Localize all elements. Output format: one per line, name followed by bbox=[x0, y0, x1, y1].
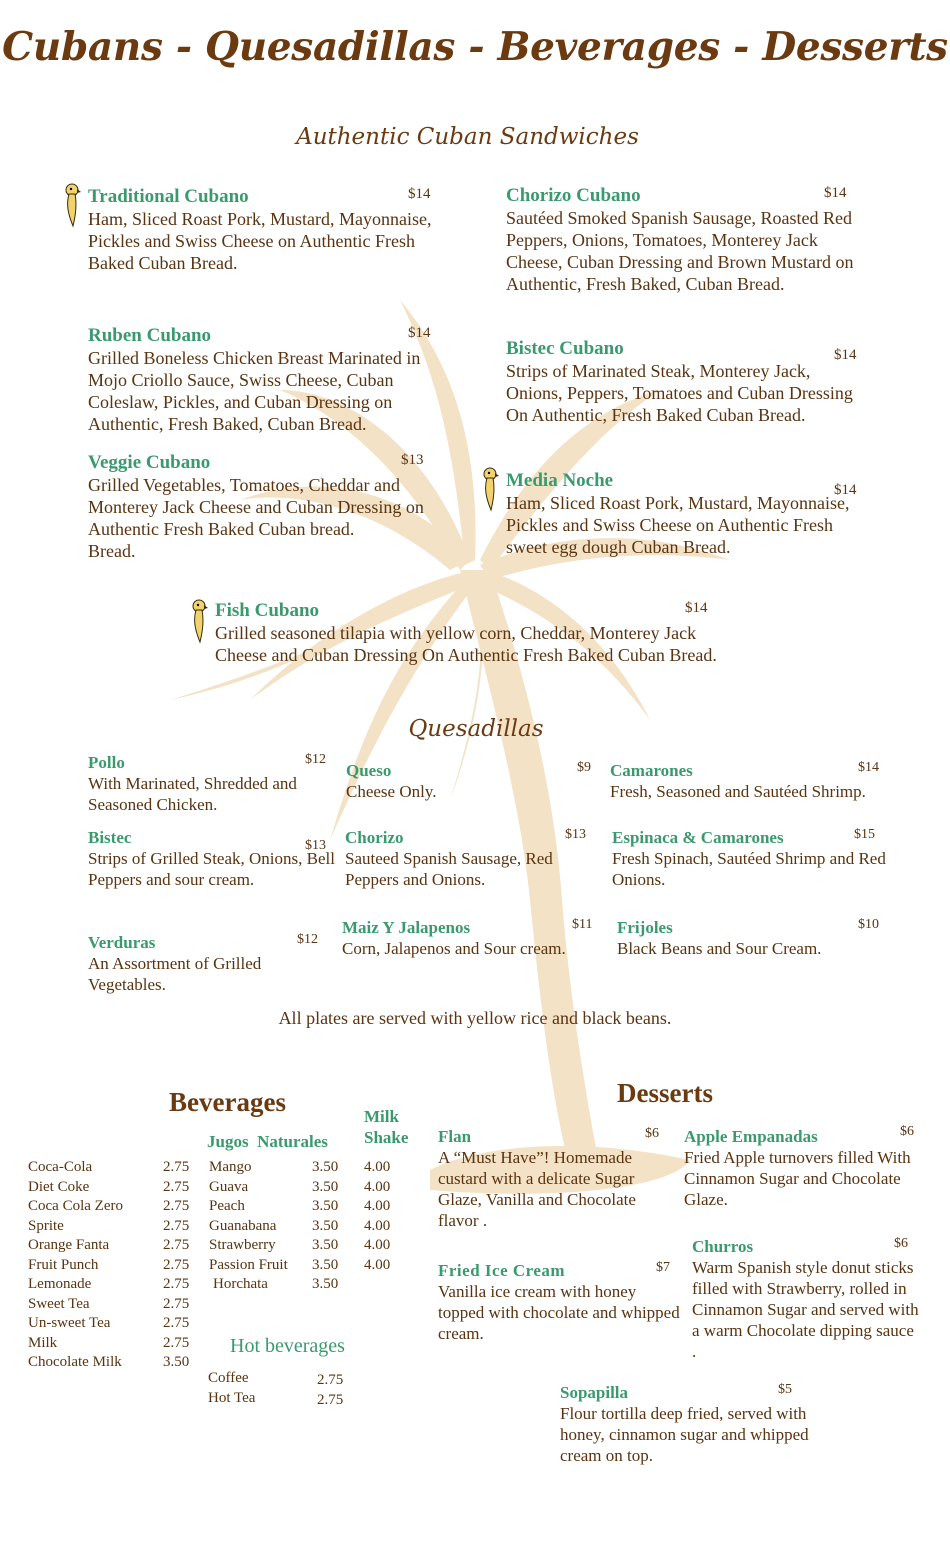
item-price: $14 bbox=[408, 325, 431, 341]
item-price: $13 bbox=[401, 452, 424, 468]
drink-name: Milk bbox=[28, 1334, 58, 1351]
parrot-icon bbox=[190, 598, 210, 644]
menu-item bbox=[506, 338, 866, 426]
item-name: Espinaca & Camarones bbox=[612, 828, 784, 847]
item-name: Veggie Cubano bbox=[88, 452, 211, 473]
list-item bbox=[208, 1389, 358, 1409]
hot-beverages-title: Hot beverages bbox=[230, 1335, 345, 1357]
list-item bbox=[28, 1256, 198, 1276]
item-description: Fresh Spinach, Sautéed Shrimp and Red Onions. bbox=[612, 849, 886, 889]
drink-name: Coca Cola Zero bbox=[28, 1198, 123, 1214]
list-item bbox=[28, 1334, 198, 1354]
quesadillas-title: Quesadillas bbox=[408, 716, 544, 742]
sandwiches-title: Authentic Cuban Sandwiches bbox=[296, 124, 639, 150]
item-description: Black Beans and Sour Cream. bbox=[617, 939, 822, 958]
shake-price: 4.00 bbox=[364, 1237, 391, 1253]
item-extra: Bread. bbox=[88, 541, 136, 561]
menu-item bbox=[88, 827, 338, 890]
drink-name: Diet Coke bbox=[28, 1178, 90, 1195]
drink-name: Hot Tea bbox=[208, 1389, 256, 1406]
menu-item bbox=[438, 1126, 678, 1231]
drink-name: Guanabana bbox=[209, 1217, 277, 1234]
item-description: Cheese Only. bbox=[346, 782, 437, 801]
menu-item bbox=[88, 752, 333, 815]
drink-price: 2.75 bbox=[163, 1315, 190, 1331]
item-name: Apple Empanadas bbox=[684, 1127, 818, 1146]
drink-price: 3.50 bbox=[163, 1354, 190, 1370]
item-description: Strips of Grilled Steak, Onions, Bell Peppers and sour cream. bbox=[88, 849, 335, 889]
drink-name: Mango bbox=[209, 1159, 252, 1175]
item-description: Fried Apple turnovers filled With Cinnamon Sugar and Chocolate Glaze. bbox=[684, 1148, 911, 1209]
item-description: Fresh, Seasoned and Sautéed Shrimp. bbox=[610, 782, 866, 801]
item-name: Queso bbox=[346, 761, 392, 780]
jugos-title: Jugos Naturales bbox=[207, 1132, 328, 1151]
drink-price: 2.75 bbox=[317, 1372, 344, 1388]
list-item bbox=[28, 1197, 198, 1217]
milkshake-title bbox=[364, 1106, 408, 1148]
shake-price: 4.00 bbox=[364, 1159, 391, 1175]
drink-name: Coca-Cola bbox=[28, 1159, 93, 1175]
list-item bbox=[28, 1275, 198, 1295]
shake-price: 4.00 bbox=[364, 1178, 391, 1195]
menu-item bbox=[506, 185, 866, 295]
drink-price: 2.75 bbox=[163, 1178, 190, 1195]
item-name: Chorizo bbox=[345, 828, 404, 847]
list-item bbox=[209, 1178, 409, 1198]
drink-name: Guava bbox=[209, 1178, 249, 1195]
list-item bbox=[209, 1256, 409, 1276]
drink-name: Sweet Tea bbox=[28, 1295, 90, 1312]
list-item bbox=[208, 1369, 358, 1389]
item-name: Sopapilla bbox=[560, 1383, 629, 1402]
menu-item bbox=[88, 452, 433, 562]
item-description: Corn, Jalapenos and Sour cream. bbox=[342, 939, 566, 958]
drink-price: 2.75 bbox=[163, 1295, 190, 1312]
item-price: $11 bbox=[572, 917, 593, 932]
item-description: Grilled seasoned tilapia with yellow corn, Cheddar, Monterey Jack Cheese and Cuban Dressing On Authentic Fresh Baked Cuban Bread. bbox=[215, 623, 717, 665]
drink-price: 3.50 bbox=[312, 1198, 339, 1214]
drink-name: Horchata bbox=[213, 1276, 268, 1292]
item-name: Camarones bbox=[610, 761, 693, 780]
item-description: Sautéed Smoked Spanish Sausage, Roasted Red Peppers, Onions, Tomatoes, Monterey Jack Cheese, Cuban Dressing and Brown Mustard on Authentic, Fresh Baked, Cuban Bread. bbox=[506, 208, 854, 294]
list-item bbox=[28, 1158, 198, 1178]
menu-item bbox=[617, 917, 887, 959]
drink-name: Lemonade bbox=[28, 1276, 92, 1292]
menu-item bbox=[346, 760, 596, 802]
item-price: $9 bbox=[577, 760, 591, 775]
item-name: Bistec bbox=[88, 828, 132, 847]
item-description: Strips of Marinated Steak, Monterey Jack, Onions, Peppers, Tomatoes and Cuban Dressing On Authentic, Fresh Baked Cuban Bread. bbox=[506, 361, 853, 425]
item-name: Chorizo Cubano bbox=[506, 185, 641, 206]
item-name: Churros bbox=[692, 1237, 754, 1256]
item-description: A “Must Have”! Homemade custard with a delicate Sugar Glaze, Vanilla and Chocolate flavor . bbox=[438, 1148, 636, 1230]
page-title: Cubans - Quesadillas - Beverages - Desserts bbox=[2, 24, 948, 70]
menu-item bbox=[610, 760, 915, 802]
item-price: $14 bbox=[408, 186, 431, 202]
item-description: Warm Spanish style donut sticks filled with Strawberry, rolled in Cinnamon Sugar and served with a warm Chocolate dipping sauce . bbox=[692, 1258, 919, 1361]
drink-price: 3.50 bbox=[312, 1237, 339, 1253]
drink-price: 3.50 bbox=[312, 1178, 339, 1195]
item-name: Maiz Y Jalapenos bbox=[342, 918, 471, 937]
drink-name: Fruit Punch bbox=[28, 1256, 99, 1273]
item-price: $13 bbox=[565, 827, 586, 842]
drink-name: Peach bbox=[209, 1198, 245, 1214]
item-description: Sauteed Spanish Sausage, Red Peppers and Onions. bbox=[345, 849, 553, 889]
item-description: An Assortment of Grilled Vegetables. bbox=[88, 954, 262, 994]
item-name: Frijoles bbox=[617, 918, 673, 937]
plates-note: All plates are served with yellow rice and black beans. bbox=[278, 1008, 672, 1028]
item-price: $6 bbox=[894, 1236, 908, 1251]
drink-price: 3.50 bbox=[312, 1256, 339, 1273]
item-name: Ruben Cubano bbox=[88, 325, 212, 346]
drink-name: Strawberry bbox=[209, 1237, 276, 1253]
list-item bbox=[209, 1275, 409, 1295]
item-description: Ham, Sliced Roast Pork, Mustard, Mayonnaise, Pickles and Swiss Cheese on Authentic Fresh Baked Cuban Bread. bbox=[88, 209, 432, 273]
item-name: Bistec Cubano bbox=[506, 338, 624, 359]
item-price: $14 bbox=[834, 482, 857, 498]
item-name: Flan bbox=[438, 1127, 472, 1146]
drink-price: 2.75 bbox=[163, 1198, 190, 1214]
parrot-icon bbox=[63, 182, 83, 228]
list-item bbox=[209, 1217, 409, 1237]
item-price: $12 bbox=[305, 752, 326, 767]
drink-name: Chocolate Milk bbox=[28, 1354, 122, 1370]
list-item bbox=[28, 1178, 198, 1198]
item-name: Pollo bbox=[88, 753, 125, 772]
list-item bbox=[209, 1158, 409, 1178]
parrot-icon bbox=[481, 466, 501, 512]
list-item bbox=[209, 1197, 409, 1217]
item-price: $6 bbox=[900, 1124, 914, 1139]
menu-item bbox=[684, 1126, 924, 1210]
item-price: $15 bbox=[854, 827, 875, 842]
drink-price: 2.75 bbox=[317, 1392, 344, 1408]
list-item bbox=[28, 1236, 198, 1256]
item-price: $14 bbox=[858, 760, 879, 775]
item-name: Traditional Cubano bbox=[88, 186, 249, 207]
menu-item bbox=[215, 600, 720, 666]
drink-price: 2.75 bbox=[163, 1256, 190, 1273]
menu-item bbox=[612, 827, 887, 890]
soda-list bbox=[28, 1158, 198, 1373]
menu-item bbox=[692, 1236, 920, 1362]
drink-name: Passion Fruit bbox=[209, 1256, 288, 1273]
milkshake-title-line: Milk bbox=[364, 1107, 399, 1126]
item-price: $14 bbox=[685, 600, 708, 616]
shake-price: 4.00 bbox=[364, 1217, 391, 1234]
item-price: $7 bbox=[656, 1260, 670, 1275]
drink-price: 3.50 bbox=[312, 1217, 339, 1234]
drink-price: 3.50 bbox=[312, 1159, 339, 1175]
jugos-list bbox=[209, 1158, 409, 1295]
item-description: Grilled Boneless Chicken Breast Marinated in Mojo Criollo Sauce, Swiss Cheese, Cuban Coleslaw, Pickles, and Cuban Dressing on Authentic, Fresh Baked, Cuban Bread. bbox=[88, 348, 421, 434]
item-name: Media Noche bbox=[506, 470, 614, 491]
menu-item bbox=[88, 932, 328, 995]
drink-price: 2.75 bbox=[163, 1334, 190, 1351]
menu-item bbox=[560, 1382, 815, 1466]
drink-price: 2.75 bbox=[163, 1217, 190, 1234]
item-name: Fried Ice Cream bbox=[438, 1261, 566, 1280]
hot-list bbox=[208, 1369, 358, 1408]
item-description: With Marinated, Shredded and Seasoned Chicken. bbox=[88, 774, 297, 814]
item-description: Grilled Vegetables, Tomatoes, Cheddar and Monterey Jack Cheese and Cuban Dressing on Authentic Fresh Baked Cuban bread. bbox=[88, 475, 424, 539]
item-description: Ham, Sliced Roast Pork, Mustard, Mayonnaise, Pickles and Swiss Cheese on Authentic Fresh sweet egg dough Cuban Bread. bbox=[506, 493, 850, 557]
list-item bbox=[28, 1353, 198, 1373]
menu-item bbox=[88, 325, 440, 435]
desserts-title: Desserts bbox=[617, 1078, 713, 1108]
item-price: $6 bbox=[645, 1126, 659, 1141]
milkshake-title-line: Shake bbox=[364, 1128, 409, 1147]
item-price: $13 bbox=[305, 838, 326, 853]
item-price: $12 bbox=[297, 932, 318, 947]
drink-price: 2.75 bbox=[163, 1159, 190, 1175]
shake-price: 4.00 bbox=[364, 1198, 391, 1214]
menu-item bbox=[506, 470, 871, 558]
menu-item bbox=[345, 827, 600, 890]
item-name: Fish Cubano bbox=[215, 600, 320, 621]
drink-name: Orange Fanta bbox=[28, 1237, 110, 1253]
menu-item bbox=[438, 1260, 686, 1344]
drink-price: 3.50 bbox=[312, 1276, 339, 1292]
item-price: $14 bbox=[834, 347, 857, 363]
item-name: Verduras bbox=[88, 933, 156, 952]
shake-price: 4.00 bbox=[364, 1256, 391, 1273]
menu-item bbox=[88, 186, 438, 274]
beverages-title: Beverages bbox=[169, 1087, 286, 1117]
item-price: $14 bbox=[824, 185, 847, 201]
menu-item bbox=[342, 917, 602, 959]
drink-price: 2.75 bbox=[163, 1237, 190, 1253]
item-price: $5 bbox=[778, 1382, 792, 1397]
list-item bbox=[28, 1217, 198, 1237]
item-price: $10 bbox=[858, 917, 879, 932]
list-item bbox=[209, 1236, 409, 1256]
item-description: Vanilla ice cream with honey topped with chocolate and whipped cream. bbox=[438, 1282, 680, 1343]
drink-name: Coffee bbox=[208, 1370, 249, 1386]
drink-price: 2.75 bbox=[163, 1276, 190, 1292]
drink-name: Sprite bbox=[28, 1217, 64, 1234]
list-item bbox=[28, 1295, 198, 1315]
drink-name: Un-sweet Tea bbox=[28, 1315, 111, 1331]
list-item bbox=[28, 1314, 198, 1334]
item-description: Flour tortilla deep fried, served with honey, cinnamon sugar and whipped cream on top. bbox=[560, 1404, 809, 1465]
